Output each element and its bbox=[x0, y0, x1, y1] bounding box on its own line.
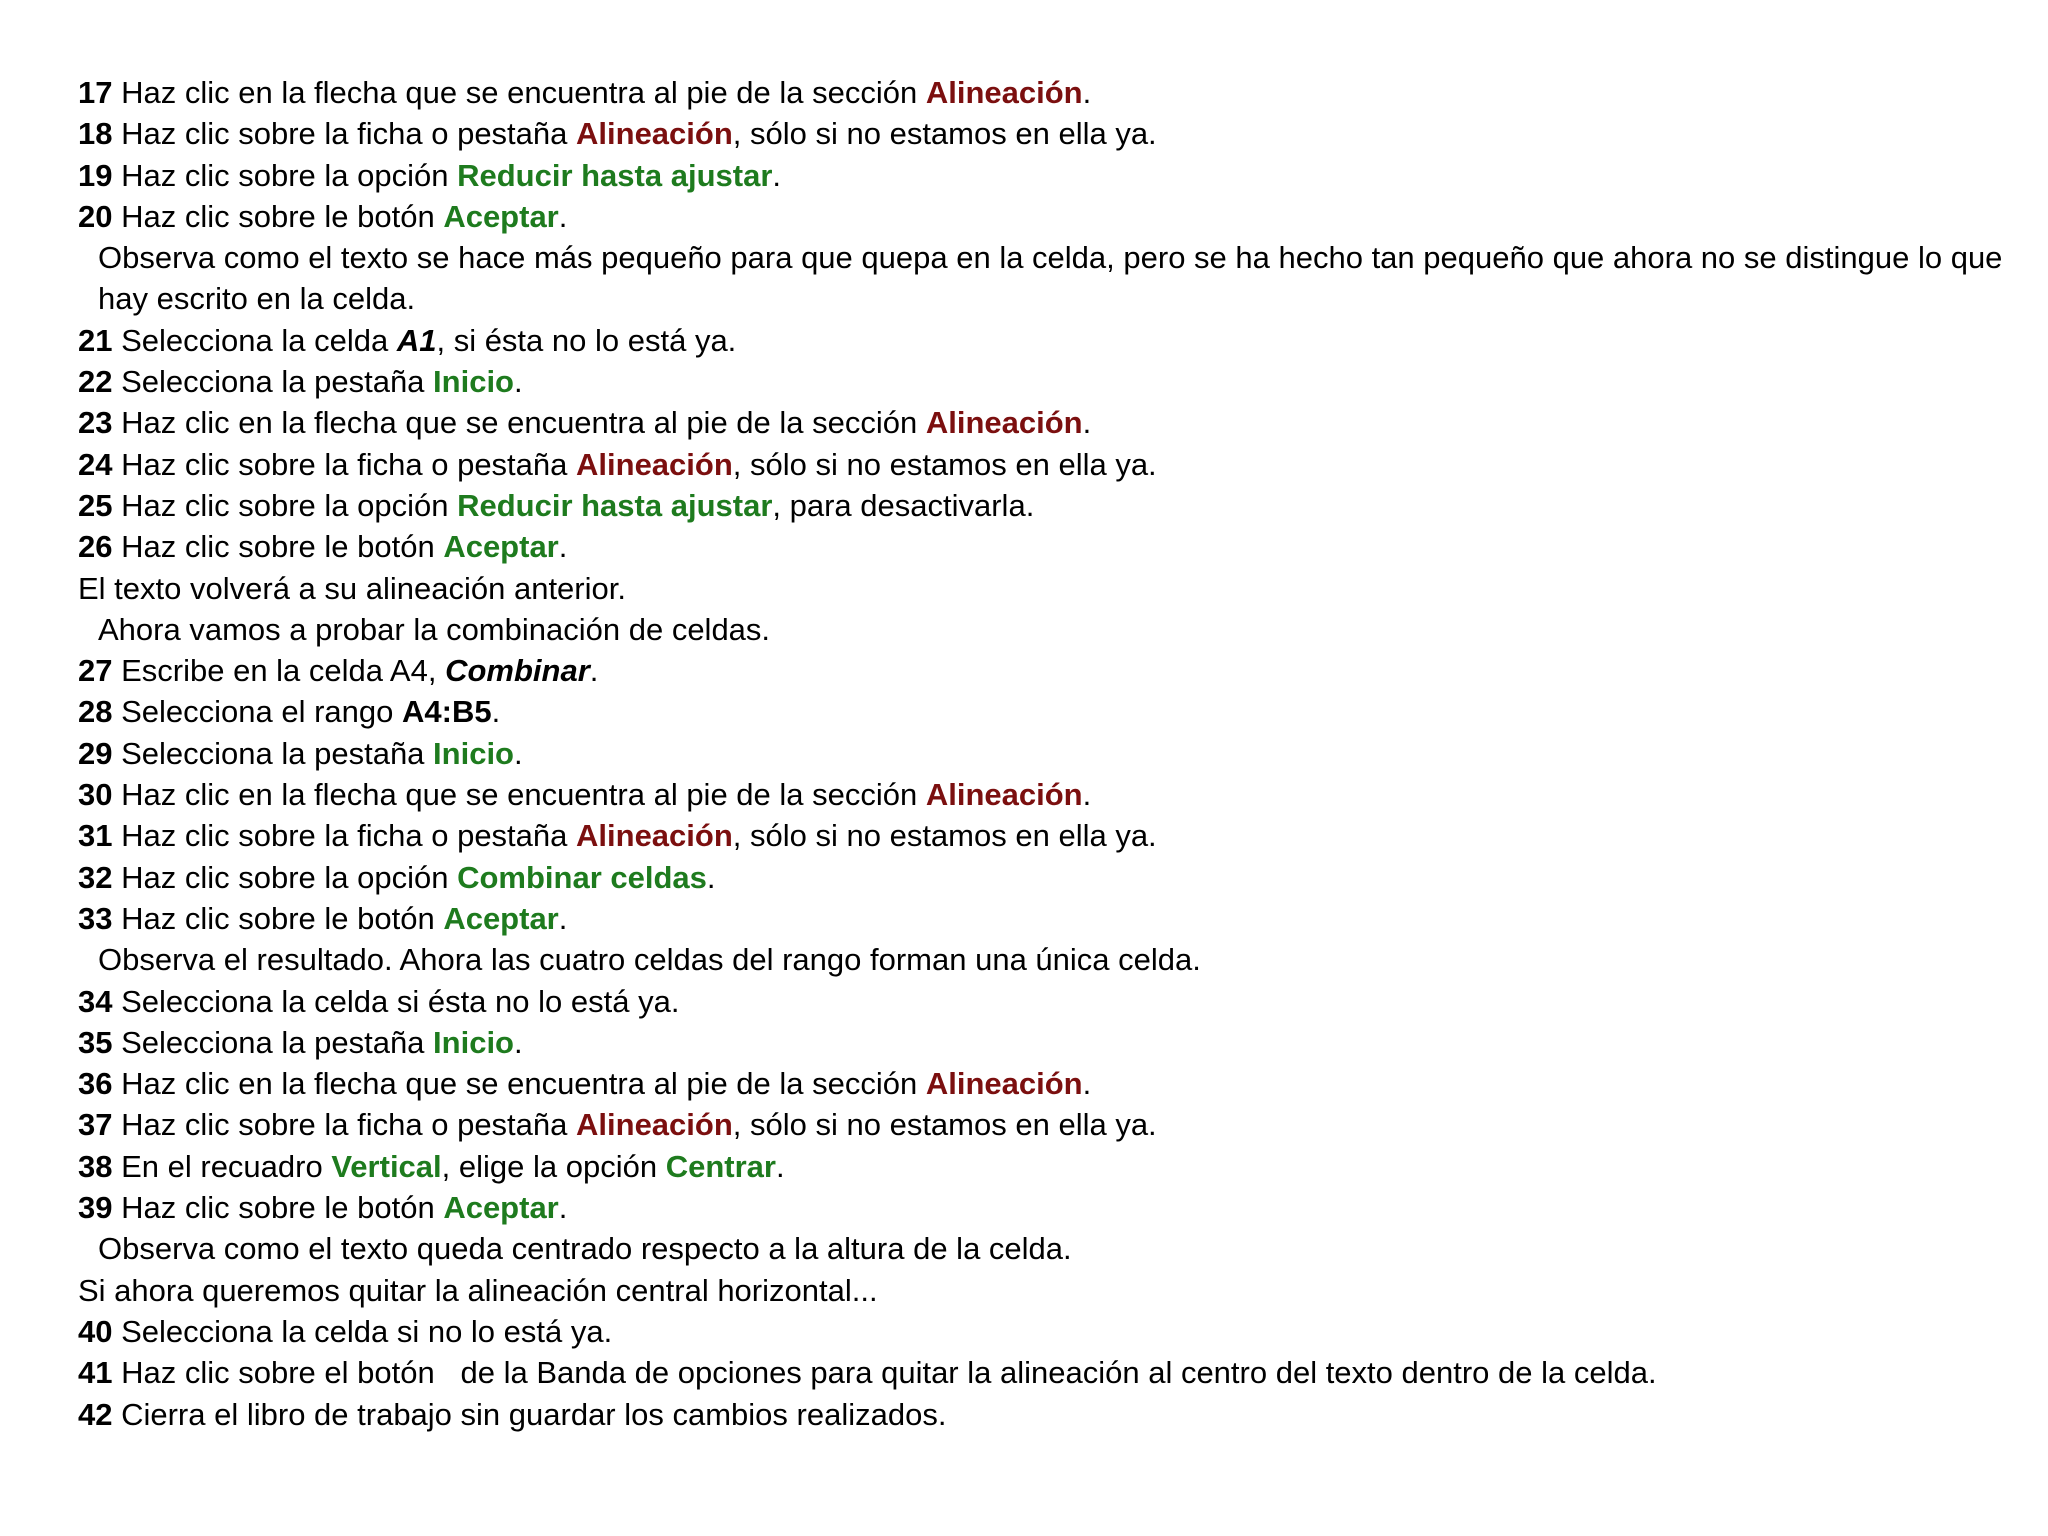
step-number: 38 bbox=[78, 1148, 113, 1184]
step-line bbox=[78, 196, 2008, 237]
section-name: Alineación bbox=[576, 116, 733, 152]
text-segment: . bbox=[772, 157, 782, 193]
step-line bbox=[78, 1063, 2008, 1104]
text-segment: Selecciona la celda si no lo está ya. bbox=[112, 1313, 613, 1349]
text-segment: . bbox=[1082, 1066, 1092, 1102]
text-segment: . bbox=[558, 198, 568, 234]
step-number: 21 bbox=[78, 322, 113, 358]
step-number: 27 bbox=[78, 653, 113, 689]
text-segment: Selecciona el rango bbox=[112, 694, 403, 730]
text-segment: Haz clic sobre la opción bbox=[112, 487, 458, 523]
step-line bbox=[78, 485, 2008, 526]
section-name: Alineación bbox=[925, 405, 1083, 441]
text-segment: En el recuadro bbox=[112, 1148, 332, 1184]
step-line bbox=[78, 402, 2008, 443]
option-name: Reducir hasta ajustar bbox=[457, 487, 773, 523]
text-segment: Selecciona la celda si ésta no lo está ya. bbox=[112, 983, 680, 1019]
step-line bbox=[78, 733, 2008, 774]
step-line bbox=[78, 320, 2008, 361]
step-line bbox=[78, 898, 2008, 939]
step-number: 31 bbox=[78, 818, 113, 854]
section-name: Alineación bbox=[925, 1066, 1083, 1102]
section-name: Alineación bbox=[576, 446, 733, 482]
step-number: 24 bbox=[78, 446, 113, 482]
text-segment: Haz clic en la flecha que se encuentra al pie de la sección bbox=[112, 777, 926, 813]
section-name: Alineación bbox=[925, 777, 1083, 813]
text-segment: Haz clic en la flecha que se encuentra al pie de la sección bbox=[112, 75, 926, 110]
section-name: Alineación bbox=[576, 818, 733, 854]
text-segment: Si ahora queremos quitar la alineación central horizontal... bbox=[78, 1272, 878, 1308]
text-segment: . bbox=[514, 735, 523, 771]
step-number: 19 bbox=[78, 157, 113, 193]
text-segment: Haz clic sobre el botón de la Banda de opciones para quitar la alineación al centro del texto dentro de la celda. bbox=[112, 1355, 1657, 1391]
text-segment: Observa como el texto queda centrado respecto a la altura de la celda. bbox=[98, 1231, 1072, 1267]
text-segment: . bbox=[1082, 405, 1092, 441]
text-segment: Haz clic sobre la ficha o pestaña bbox=[112, 1107, 577, 1143]
text-segment: , sólo si no estamos en ella ya. bbox=[732, 446, 1157, 482]
text-segment: Cierra el libro de trabajo sin guardar los cambios realizados. bbox=[112, 1396, 947, 1432]
step-number: 23 bbox=[78, 405, 113, 441]
text-segment: , sólo si no estamos en ella ya. bbox=[732, 818, 1157, 854]
text-segment: Selecciona la pestaña bbox=[112, 1024, 434, 1060]
text-segment: Haz clic sobre le botón bbox=[112, 1190, 444, 1226]
step-number: 34 bbox=[78, 983, 113, 1019]
step-number: 39 bbox=[78, 1190, 113, 1226]
text-segment: . bbox=[558, 1190, 568, 1226]
instructions-document bbox=[78, 72, 2008, 1435]
note-line bbox=[78, 1270, 2008, 1311]
option-name: Reducir hasta ajustar bbox=[457, 157, 773, 193]
cell-reference: Combinar bbox=[445, 653, 590, 689]
text-segment: Selecciona la pestaña bbox=[112, 364, 434, 400]
text-segment: . bbox=[558, 529, 568, 565]
observation-line bbox=[78, 609, 2008, 650]
step-number: 20 bbox=[78, 198, 113, 234]
step-number: 26 bbox=[78, 529, 113, 565]
option-name: Vertical bbox=[331, 1148, 442, 1184]
step-number: 37 bbox=[78, 1107, 113, 1143]
observation-line bbox=[78, 1228, 2008, 1269]
text-segment: Haz clic sobre la ficha o pestaña bbox=[112, 446, 577, 482]
step-line bbox=[78, 155, 2008, 196]
step-line bbox=[78, 1146, 2008, 1187]
text-segment: Selecciona la celda bbox=[112, 322, 397, 358]
step-number: 25 bbox=[78, 487, 113, 523]
text-segment: Observa el resultado. Ahora las cuatro celdas del rango forman una única celda. bbox=[98, 942, 1201, 978]
step-line bbox=[78, 1187, 2008, 1228]
text-segment: , sólo si no estamos en ella ya. bbox=[732, 1107, 1157, 1143]
text-segment: . bbox=[514, 364, 523, 400]
step-number: 35 bbox=[78, 1024, 113, 1060]
option-name: Inicio bbox=[433, 364, 514, 400]
option-name: Inicio bbox=[433, 735, 514, 771]
text-segment: , elige la opción bbox=[441, 1148, 666, 1184]
observation-paragraph bbox=[78, 237, 2008, 320]
option-name: Combinar celdas bbox=[457, 859, 707, 895]
option-name: Inicio bbox=[433, 1024, 514, 1060]
step-line bbox=[78, 361, 2008, 402]
text-segment: . bbox=[706, 859, 716, 895]
step-number: 30 bbox=[78, 777, 113, 813]
step-line bbox=[78, 1352, 2008, 1393]
step-line bbox=[78, 444, 2008, 485]
step-line bbox=[78, 815, 2008, 856]
text-segment: Haz clic sobre la opción bbox=[112, 859, 458, 895]
text-segment: . bbox=[589, 653, 599, 689]
option-name: Aceptar bbox=[443, 1190, 559, 1226]
text-segment: Haz clic sobre le botón bbox=[112, 529, 444, 565]
step-line bbox=[78, 650, 2008, 691]
step-number: 32 bbox=[78, 859, 113, 895]
step-line bbox=[78, 774, 2008, 815]
step-number: 22 bbox=[78, 364, 113, 400]
text-segment: , para desactivarla. bbox=[772, 487, 1035, 523]
step-line bbox=[78, 691, 2008, 732]
step-number: 17 bbox=[78, 75, 113, 110]
text-segment: , sólo si no estamos en ella ya. bbox=[732, 116, 1157, 152]
text-segment: El texto volverá a su alineación anterior. bbox=[78, 570, 626, 606]
step-line bbox=[78, 857, 2008, 898]
text-segment: Haz clic sobre la ficha o pestaña bbox=[112, 818, 577, 854]
option-name: Aceptar bbox=[443, 900, 559, 936]
option-name: Centrar bbox=[665, 1148, 776, 1184]
step-line bbox=[78, 981, 2008, 1022]
text-segment: Selecciona la pestaña bbox=[112, 735, 434, 771]
step-number: 36 bbox=[78, 1066, 113, 1102]
text-segment: Ahora vamos a probar la combinación de celdas. bbox=[98, 611, 771, 647]
text-segment: Haz clic sobre la opción bbox=[112, 157, 458, 193]
step-line bbox=[78, 72, 2008, 113]
step-number: 40 bbox=[78, 1313, 113, 1349]
cell-reference: A4:B5 bbox=[402, 694, 492, 730]
step-number: 18 bbox=[78, 116, 113, 152]
text-segment: . bbox=[491, 694, 501, 730]
option-name: Aceptar bbox=[443, 198, 559, 234]
observation-line bbox=[78, 939, 2008, 980]
text-segment: . bbox=[775, 1148, 785, 1184]
text-segment: . bbox=[558, 900, 568, 936]
step-number: 29 bbox=[78, 735, 113, 771]
section-name: Alineación bbox=[925, 75, 1083, 110]
text-segment: Escribe en la celda A4, bbox=[112, 653, 446, 689]
text-segment: . bbox=[514, 1024, 523, 1060]
text-segment: . bbox=[1082, 777, 1092, 813]
text-segment: , si ésta no lo está ya. bbox=[436, 322, 737, 358]
text-segment: Haz clic sobre le botón bbox=[112, 900, 444, 936]
text-segment: Haz clic en la flecha que se encuentra al pie de la sección bbox=[112, 1066, 926, 1102]
note-line bbox=[78, 568, 2008, 609]
option-name: Aceptar bbox=[443, 529, 559, 565]
step-number: 41 bbox=[78, 1355, 113, 1391]
text-segment: Haz clic sobre la ficha o pestaña bbox=[112, 116, 577, 152]
cell-reference: A1 bbox=[396, 322, 437, 358]
step-number: 33 bbox=[78, 900, 113, 936]
text-segment: Observa como el texto se hace más pequeño para que quepa en la celda, pero se ha hecho tan pequeño que ahora no se distingue lo que hay escrito en la celda. bbox=[98, 240, 2003, 317]
step-line bbox=[78, 113, 2008, 154]
text-segment: Haz clic sobre le botón bbox=[112, 198, 444, 234]
section-name: Alineación bbox=[576, 1107, 733, 1143]
step-line bbox=[78, 1394, 2008, 1435]
step-line bbox=[78, 1022, 2008, 1063]
text-segment: Haz clic en la flecha que se encuentra al pie de la sección bbox=[112, 405, 926, 441]
step-line bbox=[78, 1104, 2008, 1145]
step-number: 28 bbox=[78, 694, 113, 730]
step-number: 42 bbox=[78, 1396, 113, 1432]
step-line bbox=[78, 1311, 2008, 1352]
text-segment: . bbox=[1082, 75, 1092, 110]
step-line bbox=[78, 526, 2008, 567]
